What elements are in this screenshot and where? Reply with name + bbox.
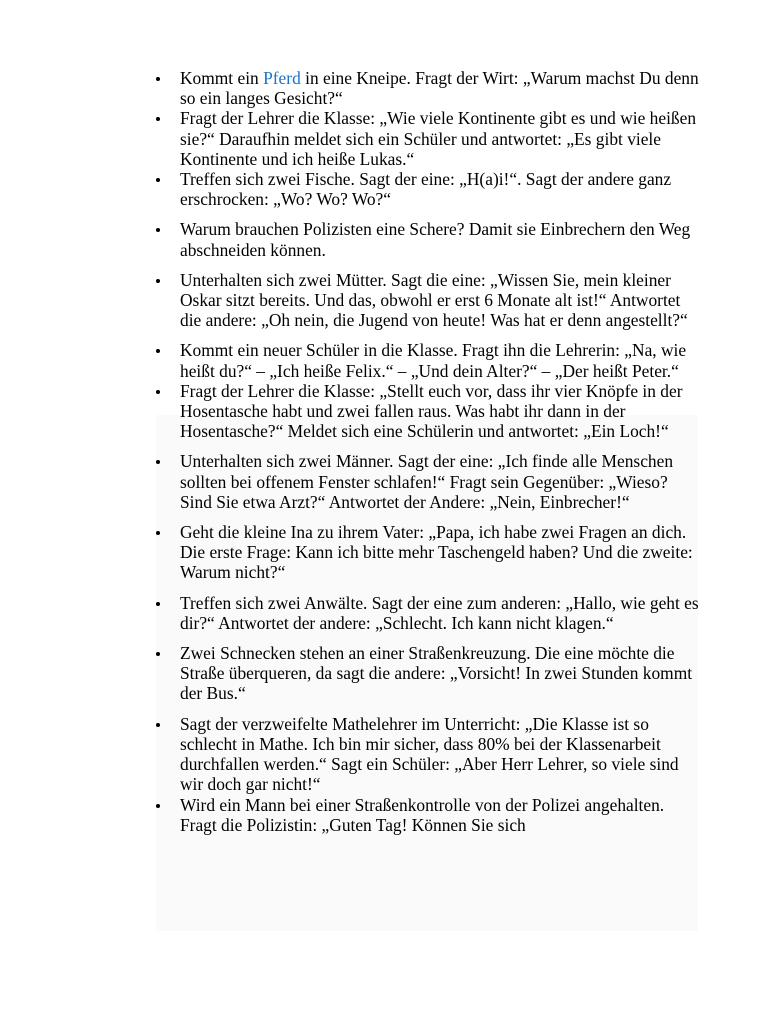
- joke-item-6: Kommt ein neuer Schüler in die Klasse. Fragt ihn die Lehrerin: „Na, wie heißt du?“ – „Ich heiße Felix.“ – „Und dein Alter?“ – „Der heißt Peter.“: [180, 340, 700, 380]
- joke-item-3: Treffen sich zwei Fische. Sagt der eine: „H(a)i!“. Sagt der andere ganz erschrocken: „Wo? Wo? Wo?“: [180, 169, 700, 209]
- pferd-link[interactable]: Pferd: [263, 68, 301, 88]
- joke-item-4: Warum brauchen Polizisten eine Schere? Damit sie Einbrechern den Weg abschneiden können.: [180, 219, 700, 259]
- joke-item-7: Fragt der Lehrer die Klasse: „Stellt euch vor, dass ihr vier Knöpfe in der Hosentasche habt und zwei fallen raus. Was habt ihr dann in der Hosentasche?“ Meldet sich eine Schülerin und antwortet: „Ein Loch!“: [180, 381, 700, 442]
- joke-item-1: [180, 68, 700, 108]
- joke-item-12: Sagt der verzweifelte Mathelehrer im Unterricht: „Die Klasse ist so schlecht in Mathe. Ich bin mir sicher, dass 80% bei der Klassenarbeit durchfallen werden.“ Sagt ein Schüler: „Aber Herr Lehrer, so viele sind wir doch gar nicht!“: [180, 714, 700, 795]
- joke-1-text-start: Kommt ein: [180, 68, 264, 88]
- joke-item-9: Geht die kleine Ina zu ihrem Vater: „Papa, ich habe zwei Fragen an dich. Die erste Frage: Kann ich bitte mehr Taschengeld haben? Und die zweite: Warum nicht?“: [180, 522, 700, 583]
- joke-list: [180, 68, 700, 835]
- joke-item-10: Treffen sich zwei Anwälte. Sagt der eine zum anderen: „Hallo, wie geht es dir?“ Antwortet der andere: „Schlecht. Ich kann nicht klagen.“: [180, 592, 699, 633]
- joke-item-13: Wird ein Mann bei einer Straßenkontrolle von der Polizei angehalten. Fragt die Polizistin: „Guten Tag! Können Sie sich: [180, 795, 700, 835]
- joke-item-8: Unterhalten sich zwei Männer. Sagt der eine: „Ich finde alle Menschen sollten bei offenem Fenster schlafen!“ Fragt sein Gegenüber: „Wieso? Sind Sie etwa Arzt?“ Antwortet der Andere: „Nein, Einbrecher!“: [180, 451, 700, 512]
- joke-item-11: Zwei Schnecken stehen an einer Straßenkreuzung. Die eine möchte die Straße überqueren, da sagt die andere: „Vorsicht! In zwei Stunden kommt der Bus.“: [180, 643, 700, 704]
- joke-item-5: Unterhalten sich zwei Mütter. Sagt die eine: „Wissen Sie, mein kleiner Oskar sitzt bereits. Und das, obwohl er erst 6 Monate alt ist!“ Antwortet die andere: „Oh nein, die Jugend von heute! Was hat er denn angestellt?“: [180, 270, 700, 331]
- page-bottom-margin: [0, 931, 768, 1024]
- joke-item-2: Fragt der Lehrer die Klasse: „Wie viele Kontinente gibt es und wie heißen sie?“ Daraufhin meldet sich ein Schüler und antwortet: „Es gibt viele Kontinente und ich heiße Lukas.“: [180, 108, 700, 169]
- joke-1-text-end: in eine Kneipe. Fragt der Wirt: „Warum machst Du denn so ein langes Gesicht?“: [180, 68, 699, 109]
